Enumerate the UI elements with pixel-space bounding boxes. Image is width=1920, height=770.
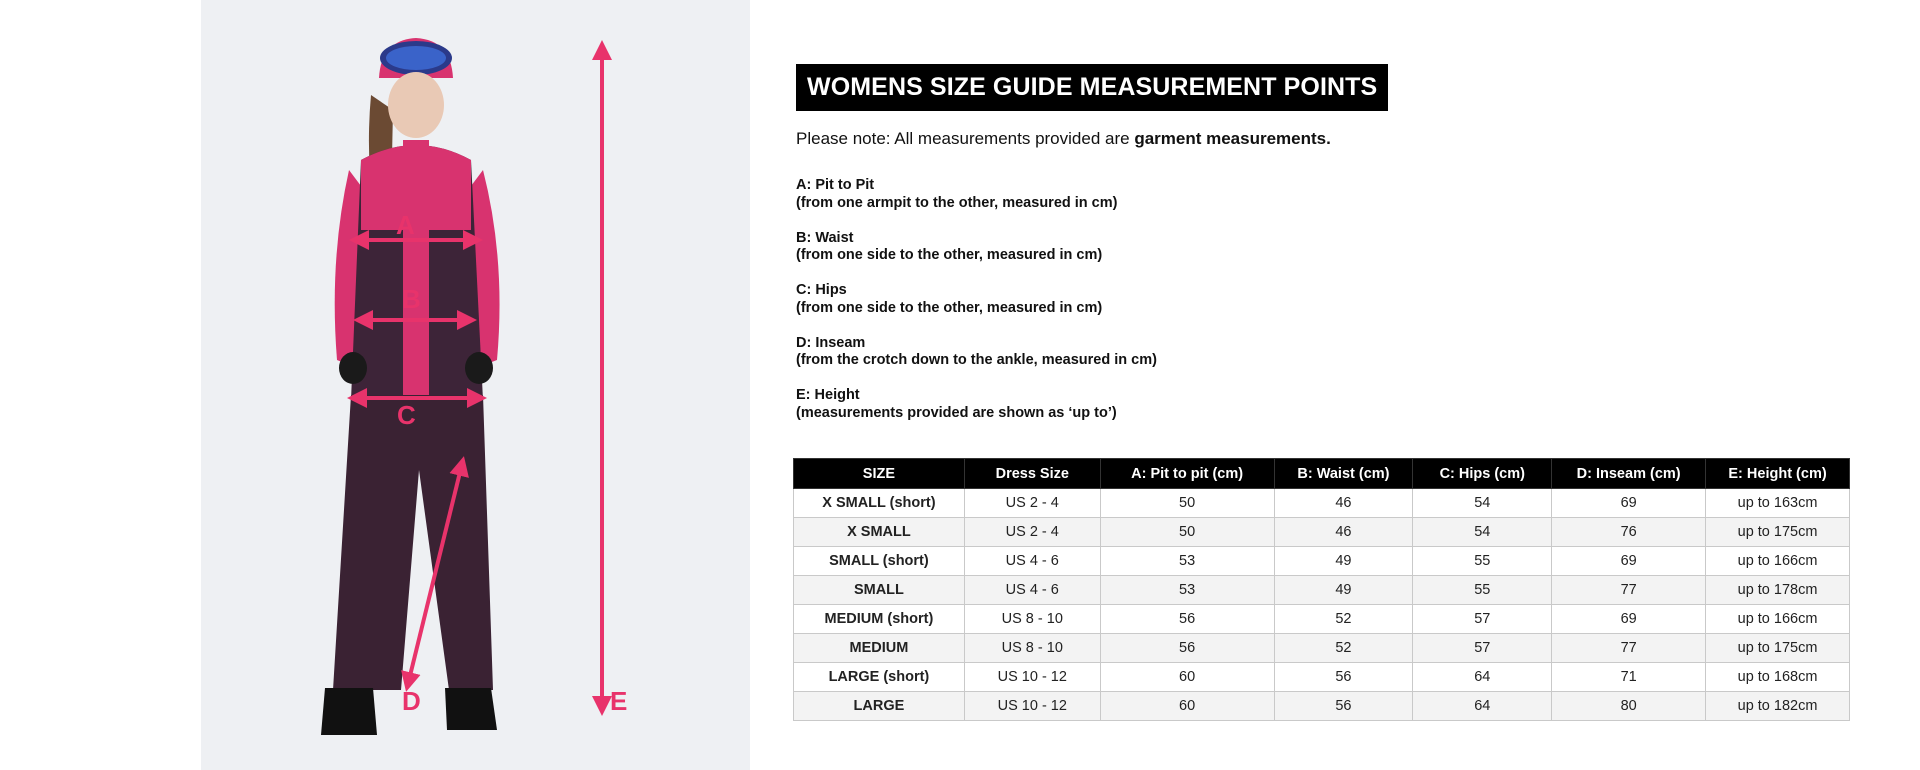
header-height: E: Height (cm) [1706,459,1850,489]
cell-height: up to 182cm [1706,692,1850,721]
definition-label: A: Pit to Pit [796,177,875,193]
cell-pit-to-pit: 50 [1100,489,1274,518]
measurement-definitions [796,177,1157,440]
definition-detail: (from one side to the other, measured in cm) [796,247,1103,263]
table-header-row [794,459,1850,489]
definition-label: C: Hips [796,282,847,298]
note-text: Please note: All measurements provided are [796,129,1135,148]
definition-e [796,387,1157,422]
cell-inseam: 69 [1552,547,1706,576]
cell-height: up to 166cm [1706,605,1850,634]
table-row [794,547,1850,576]
left-boot [321,688,377,735]
cell-size: LARGE [794,692,965,721]
definition-detail: (from the crotch down to the ankle, measured in cm) [796,352,1157,368]
cell-pit-to-pit: 53 [1100,576,1274,605]
cell-inseam: 69 [1552,489,1706,518]
cell-size: X SMALL [794,518,965,547]
cell-height: up to 175cm [1706,518,1850,547]
definition-a [796,177,1157,212]
label-a: A [396,210,415,240]
cell-pit-to-pit: 60 [1100,663,1274,692]
cell-waist: 56 [1274,663,1413,692]
definition-detail: (from one side to the other, measured in cm) [796,299,1103,316]
label-d: D [402,686,421,716]
cell-inseam: 77 [1552,576,1706,605]
definition-label: E: Height [796,387,860,403]
cell-waist: 52 [1274,634,1413,663]
definition-b [796,230,1157,265]
cell-dress-size: US 8 - 10 [964,634,1100,663]
definition-d [796,335,1157,370]
cell-pit-to-pit: 56 [1100,605,1274,634]
cell-size: MEDIUM (short) [794,605,965,634]
cell-waist: 49 [1274,547,1413,576]
table-row [794,489,1850,518]
cell-hips: 64 [1413,692,1552,721]
cell-dress-size: US 4 - 6 [964,576,1100,605]
definition-c [796,282,1157,317]
cell-hips: 57 [1413,634,1552,663]
header-size: SIZE [794,459,965,489]
cell-inseam: 71 [1552,663,1706,692]
definition-label: D: Inseam [796,334,866,351]
header-dress-size: Dress Size [964,459,1100,489]
label-b: B [402,284,421,314]
cell-size: SMALL (short) [794,547,965,576]
cell-size: MEDIUM [794,634,965,663]
size-chart-table [793,458,1850,721]
label-c: C [397,400,416,430]
cell-hips: 54 [1413,489,1552,518]
cell-dress-size: US 8 - 10 [964,605,1100,634]
cell-hips: 54 [1413,518,1552,547]
table-row [794,576,1850,605]
cell-dress-size: US 2 - 4 [964,489,1100,518]
cell-hips: 55 [1413,576,1552,605]
table-row [794,518,1850,547]
note-emphasis: garment measurements. [1134,129,1331,148]
cell-pit-to-pit: 53 [1100,547,1274,576]
right-boot [445,688,497,730]
cell-hips: 64 [1413,663,1552,692]
cell-pit-to-pit: 56 [1100,634,1274,663]
right-glove [465,352,493,384]
cell-waist: 46 [1274,518,1413,547]
cell-waist: 56 [1274,692,1413,721]
cell-waist: 49 [1274,576,1413,605]
left-glove [339,352,367,384]
header-inseam: D: Inseam (cm) [1552,459,1706,489]
cell-pit-to-pit: 60 [1100,692,1274,721]
cell-inseam: 76 [1552,518,1706,547]
face [388,72,444,138]
cell-height: up to 178cm [1706,576,1850,605]
cell-pit-to-pit: 50 [1100,518,1274,547]
cell-size: X SMALL (short) [794,489,965,518]
table-row [794,663,1850,692]
cell-dress-size: US 4 - 6 [964,547,1100,576]
definition-label: B: Waist [796,229,854,246]
cell-inseam: 77 [1552,634,1706,663]
page-title: WOMENS SIZE GUIDE MEASUREMENT POINTS [796,64,1388,111]
measurement-note [796,129,1331,149]
header-pit-to-pit: A: Pit to pit (cm) [1100,459,1274,489]
definition-detail: (measurements provided are shown as ‘up to’) [796,404,1117,421]
table-row [794,692,1850,721]
cell-height: up to 175cm [1706,634,1850,663]
cell-size: SMALL [794,576,965,605]
cell-dress-size: US 2 - 4 [964,518,1100,547]
label-e: E [610,686,628,716]
measurement-illustration [201,0,750,770]
cell-inseam: 69 [1552,605,1706,634]
header-hips: C: Hips (cm) [1413,459,1552,489]
cell-waist: 46 [1274,489,1413,518]
cell-size: LARGE (short) [794,663,965,692]
table-row [794,605,1850,634]
definition-detail: (from one armpit to the other, measured in cm) [796,194,1118,211]
cell-inseam: 80 [1552,692,1706,721]
center-placket [403,140,429,425]
header-waist: B: Waist (cm) [1274,459,1413,489]
cell-height: up to 166cm [1706,547,1850,576]
pants [333,395,493,690]
cell-waist: 52 [1274,605,1413,634]
product-photo [201,0,750,770]
cell-height: up to 163cm [1706,489,1850,518]
cell-height: up to 168cm [1706,663,1850,692]
cell-dress-size: US 10 - 12 [964,663,1100,692]
table-row [794,634,1850,663]
cell-hips: 55 [1413,547,1552,576]
cell-dress-size: US 10 - 12 [964,692,1100,721]
cell-hips: 57 [1413,605,1552,634]
